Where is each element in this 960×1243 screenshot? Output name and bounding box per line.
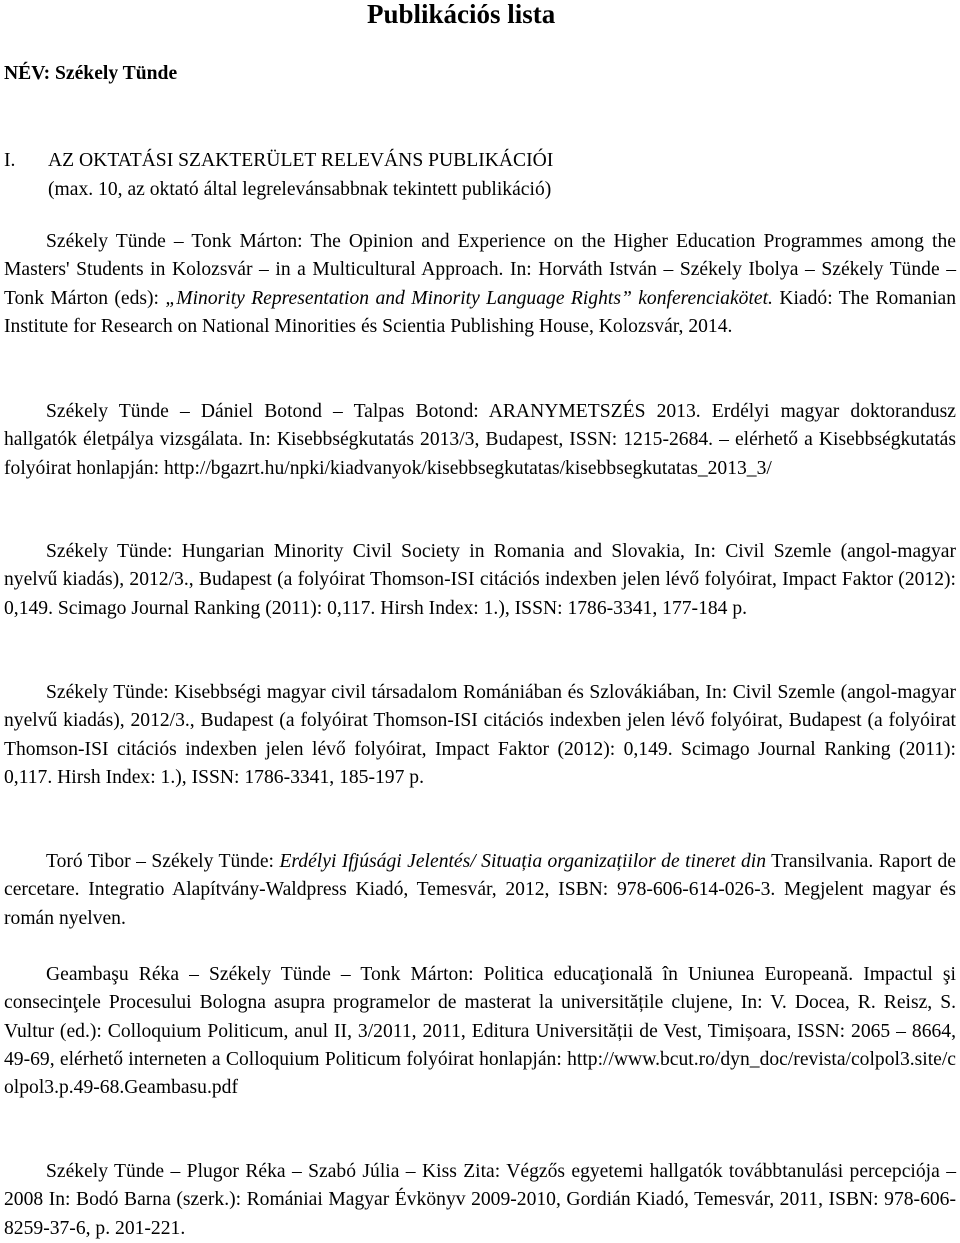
section-title: AZ OKTATÁSI SZAKTERÜLET RELEVÁNS PUBLIKÁCIÓI [48, 150, 554, 171]
publication-entry-4 [4, 679, 956, 792]
section-number: I. [4, 150, 16, 171]
publication-url[interactable]: http://www.bcut.ro/dyn_doc/revista/colpol3.site/colpol3.p.49-68.Geambasu.pdf [4, 1048, 956, 1099]
name-label: NÉV: [4, 63, 51, 84]
publication-title-italic: Erdélyi Ifjúsági Jelentés/ Situația organizațiilor de tineret din [279, 851, 767, 872]
section-note: (max. 10, az oktató által legrelevánsabbnak tekintett publikáció) [48, 179, 552, 200]
name-value: Székely Tünde [55, 63, 178, 84]
publication-text: Kiadó: The Romanian Institute for Research on National Minorities és Scientia Publishing House, Kolozsvár, 2014. [4, 287, 957, 337]
page-title: Publikációs lista [367, 0, 556, 29]
publication-text: Toró Tibor – Székely Tünde: [46, 851, 280, 872]
publication-text: Székely Tünde – Dániel Botond – Talpas Botond: ARANYMETSZÉS 2013. Erdélyi magyar doktorandusz hallgatók életpálya vizsgálata. In: Kisebbségkutatás 2013/3, Budapest, ISSN: 1215-2684. – elérhető a Kisebbségkutatás folyóirat honlapján: [4, 401, 956, 479]
publication-entry-1 [4, 228, 956, 341]
publication-entry-6 [4, 961, 956, 1102]
publication-text: Székely Tünde: Kisebbségi magyar civil társadalom Romániában és Szlovákiában, In: Civil Szemle (angol-magyar nyelvű kiadás), 2012/3., Budapest (a folyóirat Thomson-ISI citációs indexben jelen lévő folyóirat, Budapest (a folyóirat Thomson-ISI citációs indexben jelen lévő folyóirat, Impact Faktor (2012): 0,149. Scimago Journal Ranking (2011): 0,117. Hirsh Index: 1.), ISSN: 1786-3341, 185-197 p. [4, 682, 956, 788]
publication-entry-2 [4, 398, 956, 483]
publication-text: Transilvania. Raport de cercetare. Integratio Alapítvány-Waldpress Kiadó, Temesvár, 2012, ISBN: 978-606-614-026-3. Megjelent magyar és román nyelven. [4, 851, 956, 929]
publication-title-italic: „Minority Representation and Minority Language Rights” konferenciakötet. [165, 287, 773, 309]
publication-entry-5 [4, 848, 956, 933]
section-heading [4, 146, 764, 204]
publication-text: Székely Tünde: Hungarian Minority Civil Society in Romania and Slovakia, In: Civil Szemle (angol-magyar nyelvű kiadás), 2012/3., Budapest (a folyóirat Thomson-ISI citációs indexben jelen lévő folyóirat, Impact Faktor (2012): 0,149. Scimago Journal Ranking (2011): 0,117. Hirsh Index: 1.), ISSN: 1786-3341, 177-184 p. [4, 541, 956, 619]
publication-text: Geambaşu Réka – Székely Tünde – Tonk Márton: Politica educaţională în Uniunea Europeană. Impactul şi consecinţele Procesului Bologna asupra programelor de masterat la universitățile clujene, In: V. Docea, R. Reisz, S. Vultur (ed.): Colloquium Politicum, anul II, 3/2011, 2011, Editura Universității de Vest, Timișoara, ISSN: 2065 – 8664, 49-69, elérhető interneten a Colloquium Politicum folyóirat honlapján: [4, 964, 956, 1070]
publication-text: Székely Tünde – Tonk Márton: The Opinion and Experience on the Higher Education Programmes among the Masters' Students in Kolozsvár – in a Multicultural Approach. In: Horváth István – Székely Ibolya – Székely Tünde – Tonk Márton (eds): [4, 231, 956, 309]
publication-url[interactable]: http://bgazrt.hu/npki/kiadvanyok/kisebbsegkutatas/kisebbsegkutatas_2013_3/ [163, 457, 772, 479]
author-name-line [4, 60, 177, 88]
publication-entry-3 [4, 538, 956, 623]
publication-entry-7 [4, 1158, 956, 1243]
publication-text: Székely Tünde – Plugor Réka – Szabó Júlia – Kiss Zita: Végzős egyetemi hallgatók továbbtanulási percepciója – 2008 In: Bodó Barna (szerk.): Romániai Magyar Évkönyv 2009-2010, Gordián Kiadó, Temesvár, 2011, ISBN: 978-606-8259-37-6, p. 201-221. [4, 1161, 956, 1239]
